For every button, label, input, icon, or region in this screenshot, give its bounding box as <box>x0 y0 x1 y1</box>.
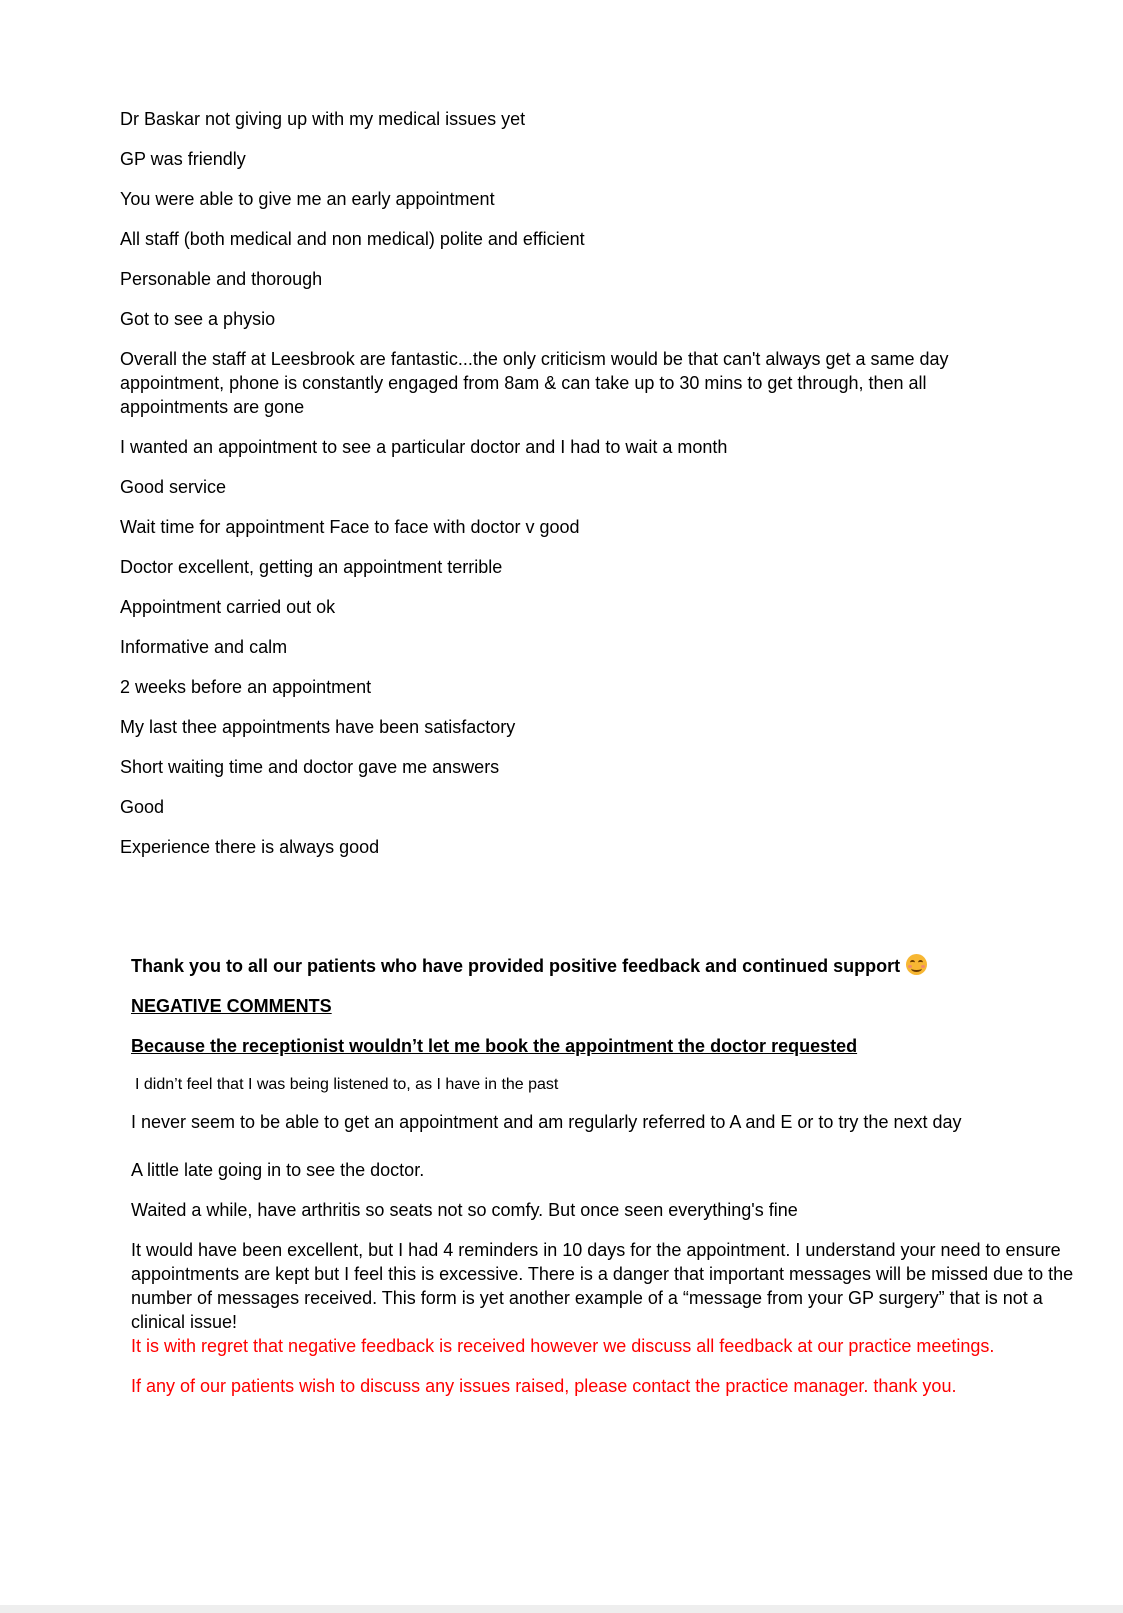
practice-response-line: It is with regret that negative feedback is received however we discuss all feedback at our practice meetings. <box>131 1336 995 1356</box>
positive-comment: Dr Baskar not giving up with my medical issues yet <box>120 109 526 129</box>
positive-comment: 2 weeks before an appointment <box>120 677 372 697</box>
positive-comments-list <box>120 107 1000 875</box>
negative-comments-heading: NEGATIVE COMMENTS <box>131 996 332 1016</box>
negative-comment: I didn’t feel that I was being listened to, as I have in the past <box>135 1076 559 1093</box>
negative-comment: Waited a while, have arthritis so seats not so comfy. But once seen everything's fine <box>131 1200 798 1220</box>
positive-comment: Good <box>120 797 165 817</box>
negative-comments-subheading: Because the receptionist wouldn’t let me book the appointment the doctor requested <box>131 1036 858 1056</box>
positive-comment: Short waiting time and doctor gave me answers <box>120 757 500 777</box>
positive-comment: Got to see a physio <box>120 309 276 329</box>
feedback-summary-section <box>131 954 1091 1414</box>
positive-comment: Personable and thorough <box>120 269 323 289</box>
negative-comment: A little late going in to see the doctor. <box>131 1160 425 1180</box>
positive-comment: All staff (both medical and non medical) polite and efficient <box>120 229 585 249</box>
positive-comment: Wait time for appointment Face to face with doctor v good <box>120 517 580 537</box>
thanks-text: Thank you to all our patients who have provided positive feedback and continued support <box>131 956 901 976</box>
positive-comment: Experience there is always good <box>120 837 380 857</box>
practice-response-line: If any of our patients wish to discuss any issues raised, please contact the practice manager. thank you. <box>131 1376 957 1396</box>
negative-comment: I never seem to be able to get an appointment and am regularly referred to A and E or to try the next day <box>131 1112 962 1132</box>
thanks-message <box>131 954 1091 978</box>
positive-comment: Appointment carried out ok <box>120 597 336 617</box>
positive-comment: Good service <box>120 477 227 497</box>
positive-comment: I wanted an appointment to see a particular doctor and I had to wait a month <box>120 437 728 457</box>
page-bottom-edge <box>0 1605 1123 1613</box>
smiling-face-icon <box>906 954 927 975</box>
positive-comment: Informative and calm <box>120 637 288 657</box>
positive-comment: You were able to give me an early appointment <box>120 189 495 209</box>
positive-comment: Overall the staff at Leesbrook are fantastic...the only criticism would be that can't always get a same day appointment, phone is constantly engaged from 8am & can take up to 30 mins to get through, then all appointments are gone <box>120 349 949 417</box>
positive-comment: GP was friendly <box>120 149 246 169</box>
positive-comment: My last thee appointments have been satisfactory <box>120 717 516 737</box>
negative-comment: It would have been excellent, but I had 4 reminders in 10 days for the appointment. I understand your need to ensure appointments are kept but I feel this is excessive. There is a danger that important messages will be missed due to the number of messages received. This form is yet another example of a “message from your GP surgery” that is not a clinical issue! <box>131 1240 1074 1332</box>
positive-comment: Doctor excellent, getting an appointment terrible <box>120 557 503 577</box>
